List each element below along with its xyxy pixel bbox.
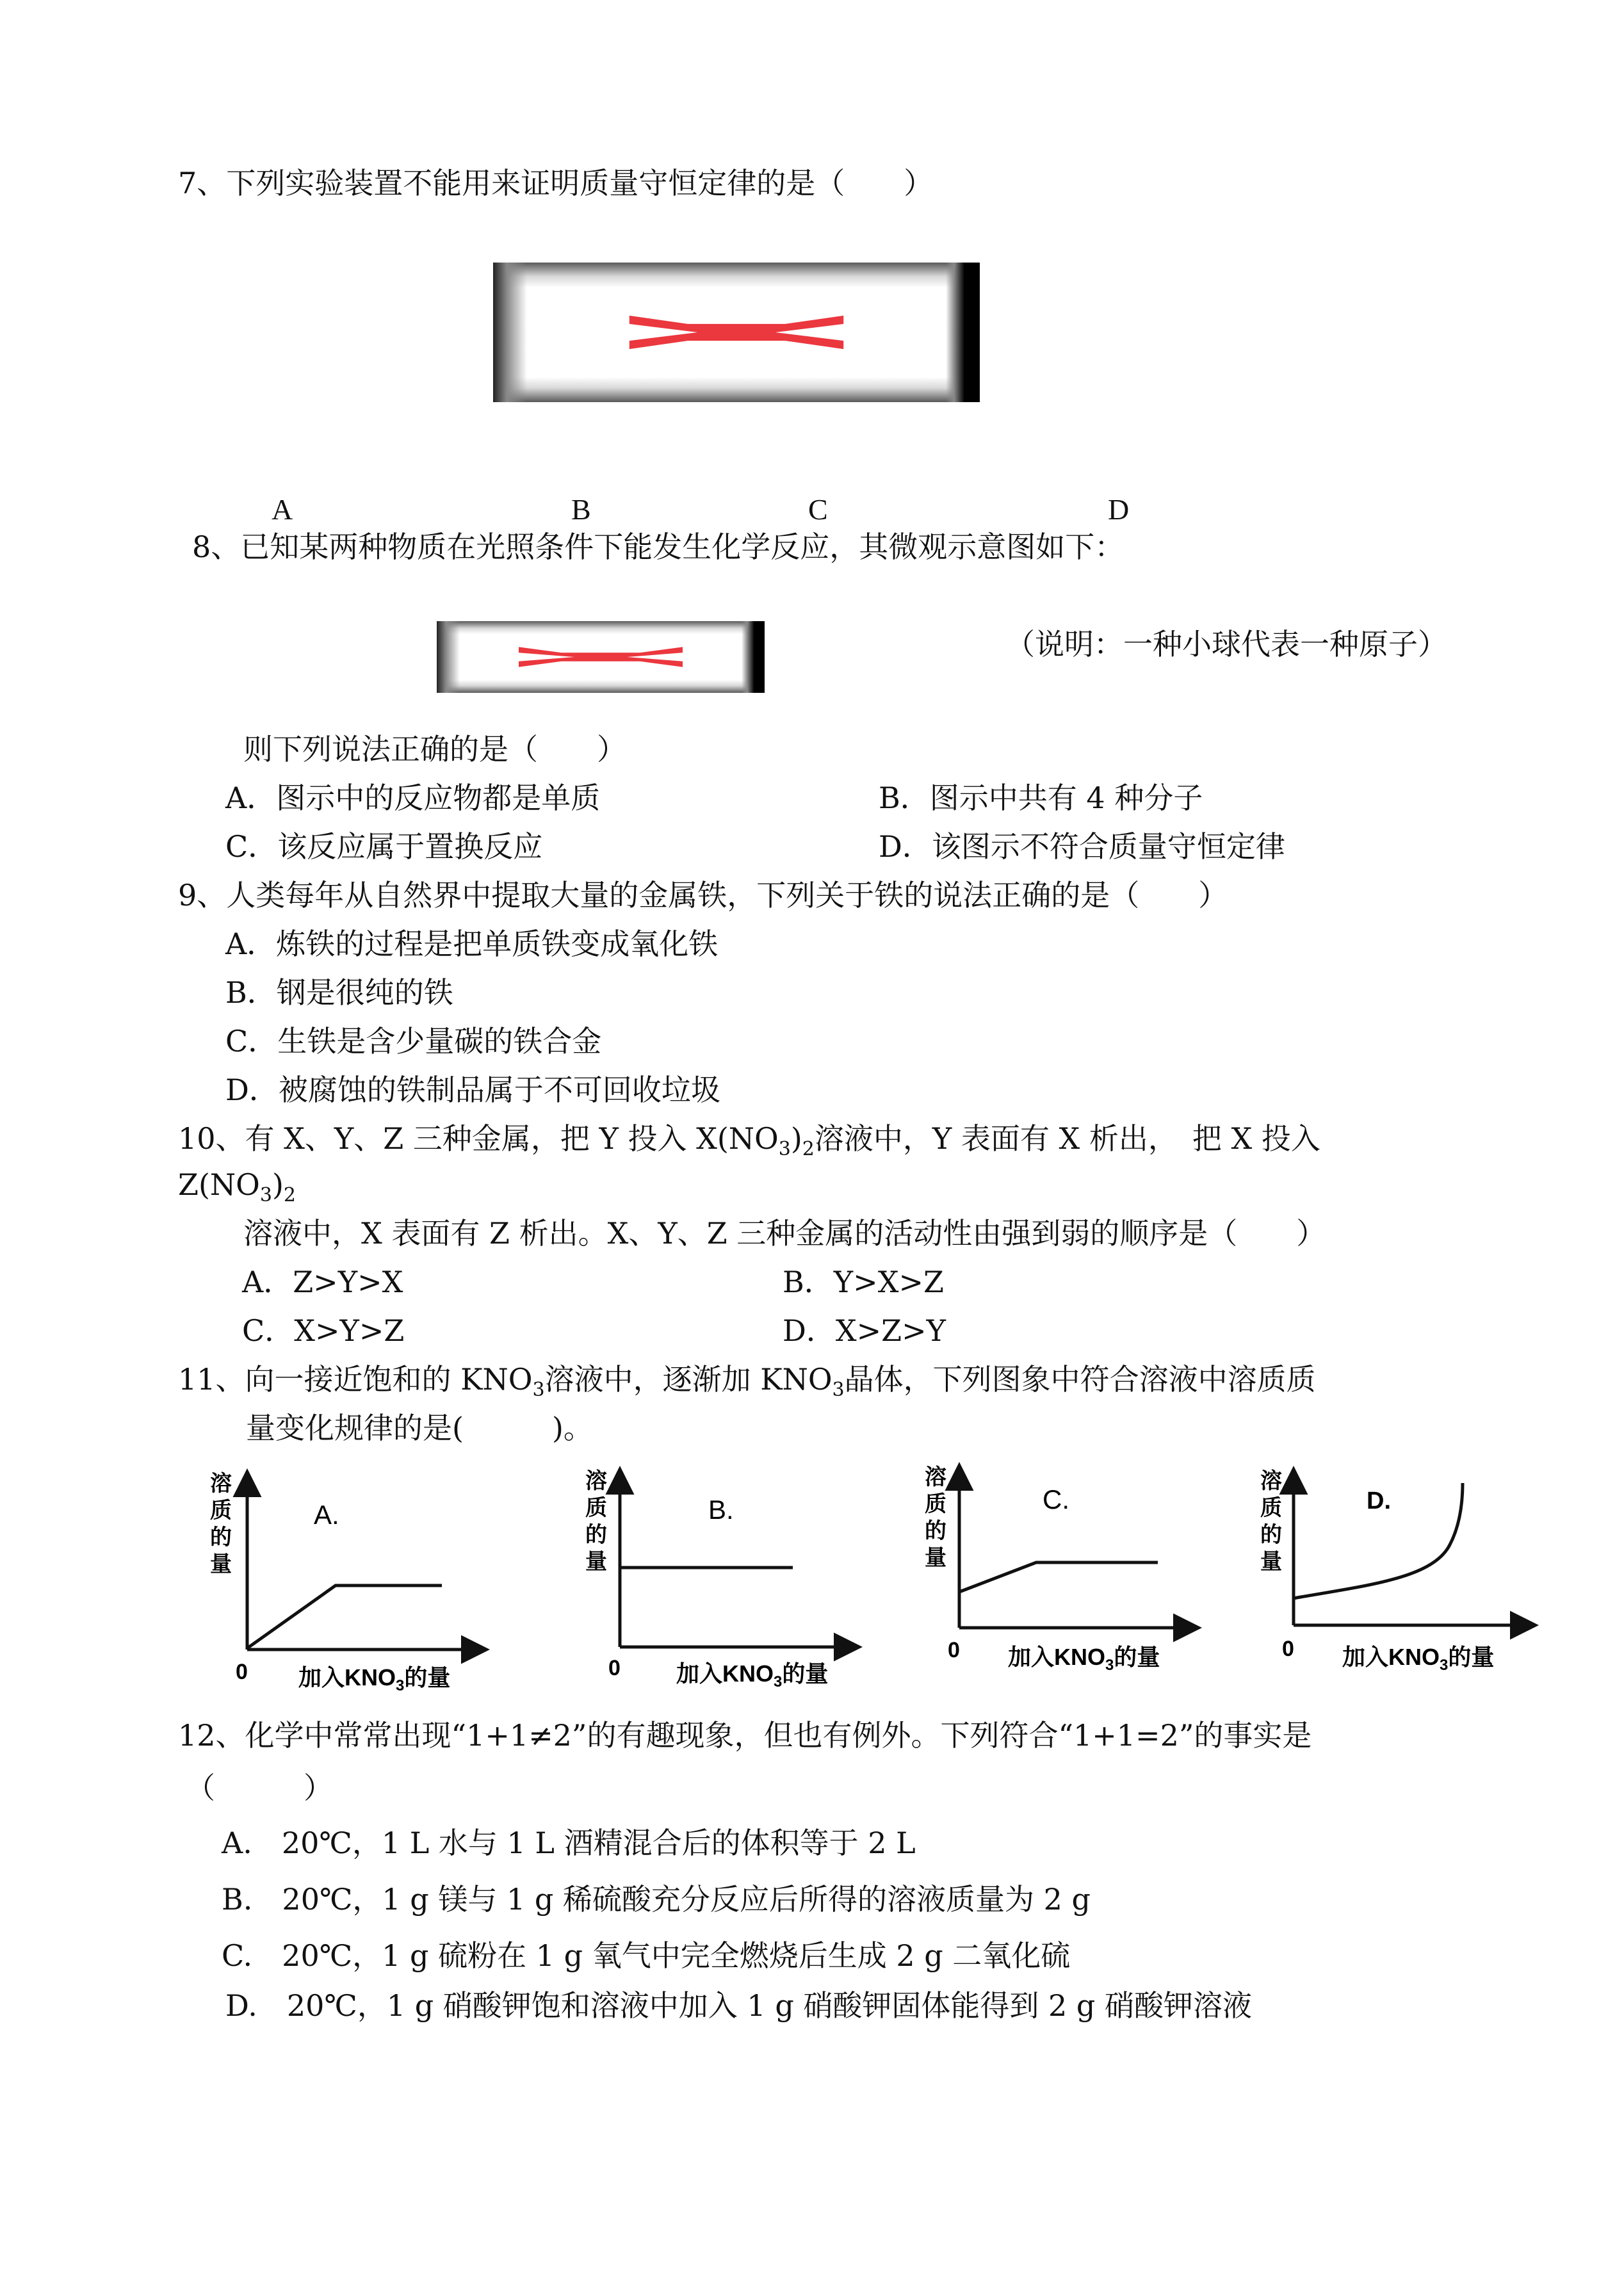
graph-label: A. (314, 1500, 339, 1530)
origin-label: 0 (1282, 1637, 1294, 1661)
q8-broken-image (437, 621, 765, 693)
curve-c (959, 1562, 1158, 1592)
graph-label: B. (708, 1495, 734, 1525)
q11-stem-line1 (178, 1360, 1316, 1409)
q10-stem-line2 (178, 1165, 296, 1215)
q8-option-a: A．图示中的反应物都是单质 (225, 781, 601, 815)
x-axis-label-sub: 3 (396, 1677, 405, 1694)
x-axis-label (298, 1664, 450, 1694)
x-axis-label-text-1: 加入KNO (298, 1664, 396, 1691)
q11-stem-text-2: 溶液中，逐渐加 KNO (544, 1362, 832, 1397)
x-axis-label-text-2: 的量 (1114, 1644, 1160, 1670)
q10-stem2-subscript-1: 3 (259, 1184, 272, 1206)
q10-option-c: C．X>Y>Z (242, 1313, 405, 1348)
y-axis-label-2: 质 (1260, 1496, 1282, 1520)
y-axis-label-3: 的 (210, 1525, 232, 1550)
q10-stem-text-3: 溶液中，Y 表面有 X 析出， 把 X 投入 (814, 1121, 1320, 1156)
y-axis-label-2: 质 (210, 1498, 232, 1523)
q8-stem: 8、已知某两种物质在光照条件下能发生化学反应，其微观示意图如下： (192, 530, 1125, 564)
x-axis-label-text-1: 加入KNO (1342, 1644, 1440, 1670)
y-axis-label-2: 质 (925, 1492, 946, 1516)
q10-subscript-1: 3 (778, 1138, 791, 1160)
q12-paren: （ ） (186, 1771, 333, 1805)
q10-stem2-text-1: Z(NO (178, 1167, 260, 1202)
q10-option-b: B．Y>X>Z (783, 1265, 944, 1299)
y-axis-label-1: 溶 (1260, 1469, 1282, 1493)
q12-option-b: B. 20℃，1 g 镁与 1 g 稀硫酸充分反应后所得的溶液质量为 2 g (222, 1882, 1091, 1917)
x-axis-label (1008, 1644, 1160, 1674)
q11-graph-a (205, 1460, 506, 1697)
y-axis-label-3: 的 (1260, 1523, 1282, 1547)
q8-option-c: C．该反应属于置换反应 (225, 829, 543, 864)
q9-option-c: C．生铁是含少量碳的铁合金 (225, 1024, 602, 1058)
x-axis-label-text-2: 的量 (1448, 1644, 1495, 1670)
q11-subscript-2: 3 (832, 1379, 845, 1401)
y-axis-label-4: 量 (210, 1552, 232, 1577)
x-axis-label-sub: 3 (1440, 1657, 1449, 1674)
q7-option-a: A (272, 493, 293, 526)
curve-a (247, 1585, 442, 1648)
broken-image-icon (493, 263, 980, 402)
q12-stem: 12、化学中常常出现“1+1≠2”的有趣现象，但也有例外。下列符合“1+1=2”的事实是 (178, 1718, 1312, 1753)
origin-label: 0 (236, 1660, 248, 1684)
origin-label: 0 (608, 1656, 621, 1680)
q9-stem: 9、人类每年从自然界中提取大量的金属铁，下列关于铁的说法正确的是（ ） (178, 878, 1228, 912)
x-axis-label-text-2: 的量 (782, 1660, 829, 1687)
q11-stem-text-3: 晶体，下列图象中符合溶液中溶质质 (844, 1362, 1316, 1397)
y-axis-label-4: 量 (585, 1550, 607, 1574)
q8-option-b: B．图示中共有 4 种分子 (879, 781, 1203, 815)
x-axis-label-text-1: 加入KNO (1008, 1644, 1105, 1670)
x-axis-label-sub: 3 (774, 1673, 783, 1691)
q10-stem-line1 (178, 1119, 1320, 1169)
q7-option-d: D (1108, 493, 1130, 526)
q8-option-d: D．该图示不符合质量守恒定律 (879, 829, 1285, 864)
q12-option-c: C. 20℃，1 g 硫粉在 1 g 氧气中完全燃烧后生成 2 g 二氧化硫 (222, 1938, 1071, 1973)
q11-graph-d (1256, 1457, 1557, 1694)
x-axis-label (676, 1660, 828, 1691)
q11-subscript-1: 3 (532, 1379, 545, 1401)
q10-option-d: D．X>Z>Y (783, 1313, 946, 1348)
q12-option-d: D. 20℃，1 g 硝酸钾饱和溶液中加入 1 g 硝酸钾固体能得到 2 g 硝酸钾溶液 (225, 1988, 1252, 2023)
origin-label: 0 (948, 1638, 960, 1662)
y-axis-label-1: 溶 (925, 1465, 946, 1489)
y-axis-label-3: 的 (925, 1519, 946, 1543)
q8-question: 则下列说法正确的是（ ） (243, 732, 626, 766)
x-axis-label-sub: 3 (1105, 1657, 1114, 1674)
q7-stem: 7、下列实验装置不能用来证明质量守恒定律的是（ ） (178, 166, 934, 200)
q7-option-c: C (808, 493, 828, 526)
q10-stem2-subscript-2: 2 (283, 1184, 296, 1206)
y-axis-label-1: 溶 (585, 1469, 607, 1493)
y-axis-label-4: 量 (1260, 1550, 1282, 1574)
x-axis-label (1342, 1644, 1494, 1674)
q7-option-b: B (571, 493, 591, 526)
q11-stem-line2: 量变化规律的是( )。 (246, 1411, 593, 1445)
q10-option-a: A．Z>Y>X (242, 1265, 403, 1299)
broken-image-icon (437, 621, 765, 693)
graph-label: C. (1043, 1484, 1069, 1514)
q9-option-b: B．钢是很纯的铁 (225, 975, 453, 1010)
q7-broken-image (493, 263, 980, 402)
q12-option-a: A. 20℃，1 L 水与 1 L 酒精混合后的体积等于 2 L (222, 1826, 916, 1860)
x-axis-label-text-2: 的量 (404, 1664, 451, 1691)
q10-stem-line3: 溶液中，X 表面有 Z 析出。X、Y、Z 三种金属的活动性由强到弱的顺序是（ ） (243, 1216, 1326, 1251)
q10-stem-text-2: ) (790, 1121, 802, 1156)
y-axis-label-4: 量 (925, 1546, 946, 1570)
q8-note: （说明：一种小球代表一种原子） (1005, 627, 1447, 661)
q11-graph-c (920, 1454, 1221, 1691)
q11-graph-b (580, 1457, 881, 1694)
q10-subscript-2: 2 (802, 1138, 815, 1160)
y-axis-label-2: 质 (585, 1496, 607, 1520)
graph-label: D. (1367, 1488, 1391, 1514)
q9-option-a: A．炼铁的过程是把单质铁变成氧化铁 (225, 927, 719, 961)
q10-stem2-text-2: ) (272, 1167, 284, 1202)
x-axis-label-text-1: 加入KNO (676, 1660, 774, 1687)
y-axis-label-1: 溶 (210, 1472, 232, 1496)
y-axis-label-3: 的 (585, 1523, 607, 1547)
q11-stem-text-1: 11、向一接近饱和的 KNO (178, 1362, 533, 1397)
q10-stem-text-1: 10、有 X、Y、Z 三种金属，把 Y 投入 X(NO (178, 1121, 779, 1156)
q9-option-d: D．被腐蚀的铁制品属于不可回收垃圾 (225, 1073, 720, 1107)
